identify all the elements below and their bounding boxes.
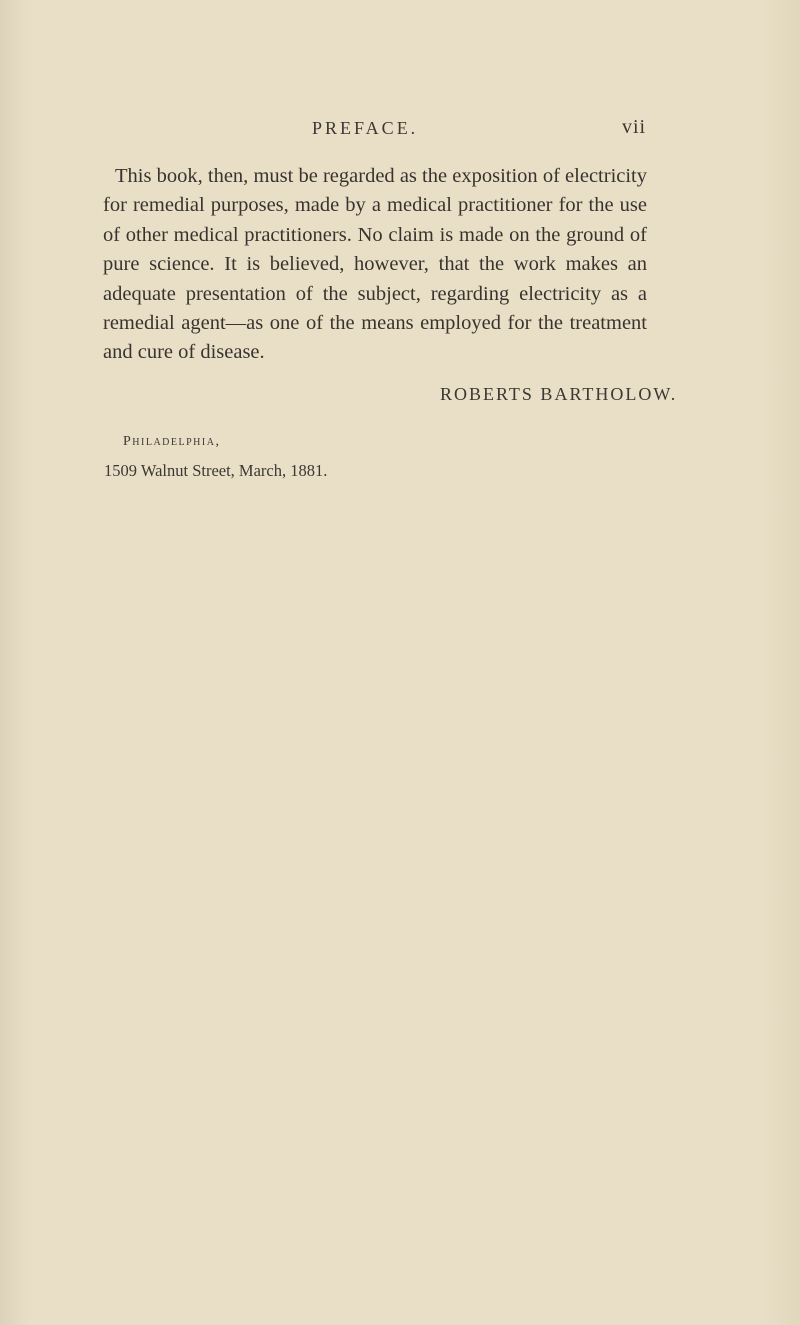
page-number: vii [622, 116, 647, 138]
running-head [0, 114, 800, 144]
page-title: PREFACE. [312, 118, 419, 138]
author-signature: ROBERTS BARTHOLOW. [440, 384, 678, 404]
dateline-address: 1509 Walnut Street, March, 1881. [104, 461, 328, 480]
preface-paragraph: This book, then, must be regarded as the exposition of electricity for remedial purposes, made by a medical practitioner for the use of other medical practitioners. No claim is made on the ground of pure science. It is believed, however, that the work makes an adequate presentation of the subject, regarding electricity as a remedial agent—as one of the means employed for the treatment and cure of disease. [103, 165, 647, 364]
dateline-place: Philadelphia, [123, 434, 221, 449]
